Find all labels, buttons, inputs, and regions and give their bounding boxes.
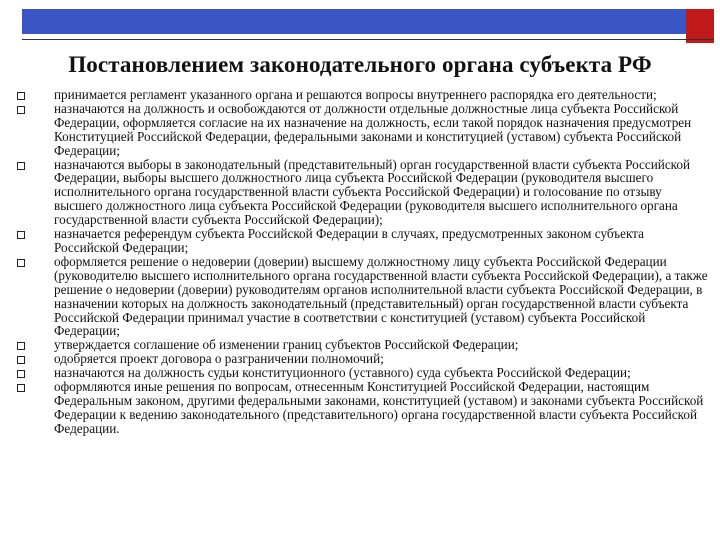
list-item-text: назначаются на должность и освобождаются от должности отдельные должностные лица субъекта Российской Федерации, оформляется согласие на их назначение на должность, если такой порядок назначения предусмотрен Конституцией Российской Федерации, федеральными законами и конституцией (уставом) субъекта Российской Федерации; <box>54 100 692 158</box>
list-item <box>14 158 710 228</box>
corner-decor-block <box>686 9 714 43</box>
list-item-text: назначаются на должность судьи конституционного (уставного) суда субъекта Российской Федерации; <box>54 365 631 381</box>
header-decor-bar <box>22 9 686 34</box>
square-bullet-icon <box>17 231 25 239</box>
list-item-text: оформляется решение о недоверии (доверии) высшему должностному лицу субъекта Российской Федерации (руководителю высшего исполнительного органа государственной власти субъекта Российской Федерации), а также решение о недоверии (доверии) руководителям органов исполнительной власти субъекта Российской Федерации, в назначении которых на должность законодательный (представительный) орган государственной власти субъекта Российской Федерации принимал участие в соответствии с конституцией (уставом) субъекта Российской Федерации; <box>54 253 708 339</box>
list-item <box>14 366 710 380</box>
list-item <box>14 352 710 366</box>
square-bullet-icon <box>17 356 25 364</box>
square-bullet-icon <box>17 342 25 350</box>
list-item-text: назначается референдум субъекта Российской Федерации в случаях, предусмотренных законом субъекта Российской Федерации; <box>54 226 644 255</box>
list-item-text: оформляются иные решения по вопросам, отнесенным Конституцией Российской Федерации, настоящим Федеральным законом, другими федеральными законами, конституцией (уставом) и законами субъекта Российской Федерации к ведению законодательного (представительного) органа государственной власти субъекта Российской Федерации. <box>54 379 704 436</box>
square-bullet-icon <box>17 106 25 114</box>
list-item-text: утверждается соглашение об изменении границ субъектов Российской Федерации; <box>54 337 519 353</box>
list-item-text: назначаются выборы в законодательный (представительный) орган государственной власти субъекта Российской Федерации, выборы высшего должностного лица субъекта Российской Федерации (руководителя высшего исполнительного органа государственной власти субъекта Российской Федерации) и голосование по отзыву высшего должностного лица субъекта Российской Федерации (руководителя высшего исполнительного органа государственной власти субъекта Российской Федерации); <box>54 156 691 228</box>
list-item-text: одобряется проект договора о разграничении полномочий; <box>54 351 384 367</box>
square-bullet-icon <box>17 92 25 100</box>
square-bullet-icon <box>17 384 25 392</box>
list-item <box>14 88 710 102</box>
list-item <box>14 338 710 352</box>
bullet-list <box>14 88 710 436</box>
slide-title: Постановлением законодательного органа субъекта РФ <box>68 52 652 77</box>
list-item <box>14 102 710 158</box>
square-bullet-icon <box>17 370 25 378</box>
list-item <box>14 380 710 436</box>
square-bullet-icon <box>17 259 25 267</box>
list-item <box>14 255 710 338</box>
list-item-text: принимается регламент указанного органа и решаются вопросы внутреннего распорядка его деятельности; <box>54 87 657 102</box>
header-divider <box>22 39 714 40</box>
square-bullet-icon <box>17 162 25 170</box>
list-item <box>14 227 710 255</box>
